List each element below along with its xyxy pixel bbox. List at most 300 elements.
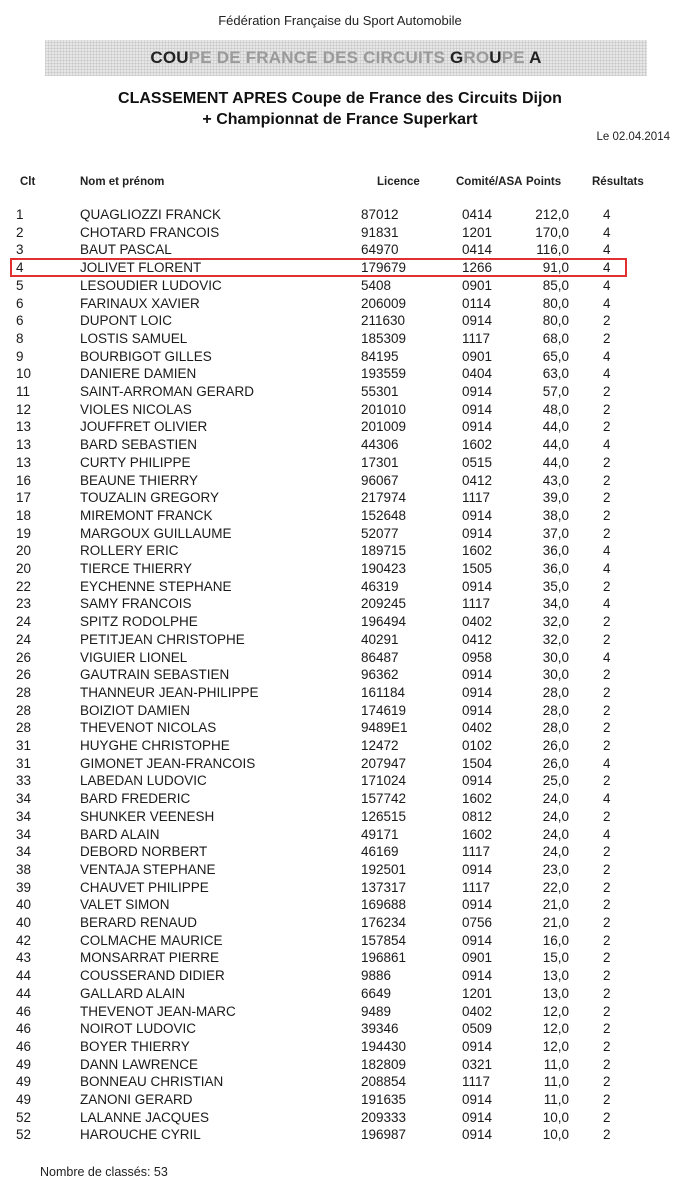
rank-cell: 34 bbox=[16, 844, 32, 860]
table-row bbox=[0, 719, 680, 737]
licence-cell: 189715 bbox=[361, 543, 407, 559]
licence-cell: 182809 bbox=[361, 1056, 407, 1072]
points-cell: 26,0 bbox=[542, 738, 569, 753]
results-cell: 4 bbox=[603, 348, 611, 364]
points-cell: 212,0 bbox=[535, 207, 569, 222]
licence-cell: 194430 bbox=[361, 1038, 407, 1054]
licence-cell: 46319 bbox=[361, 578, 399, 594]
table-row bbox=[0, 1038, 680, 1056]
name-cell: MARGOUX GUILLAUME bbox=[80, 525, 232, 541]
name-cell: BOIZIOT DAMIEN bbox=[80, 702, 191, 718]
comite-cell: 0412 bbox=[462, 472, 493, 488]
banner-segment: RO bbox=[463, 48, 490, 67]
comite-cell: 0414 bbox=[462, 242, 493, 258]
rank-cell: 13 bbox=[16, 454, 32, 470]
results-cell: 2 bbox=[603, 932, 611, 948]
rank-cell: 20 bbox=[16, 561, 32, 576]
table-row bbox=[0, 472, 680, 490]
points-cell: 16,0 bbox=[542, 932, 569, 948]
rank-cell: 39 bbox=[16, 879, 32, 895]
results-cell: 2 bbox=[603, 879, 611, 895]
licence-cell: 171024 bbox=[361, 773, 407, 789]
licence-cell: 91831 bbox=[361, 224, 399, 240]
rank-cell: 12 bbox=[16, 401, 32, 417]
rank-cell: 26 bbox=[16, 649, 32, 665]
rank-cell: 1 bbox=[16, 207, 24, 222]
comite-cell: 1201 bbox=[462, 985, 493, 1001]
results-cell: 2 bbox=[603, 490, 611, 506]
rank-cell: 10 bbox=[16, 366, 32, 382]
document-date: Le 02.04.2014 bbox=[596, 131, 670, 143]
table-row bbox=[0, 1020, 680, 1038]
points-cell: 85,0 bbox=[542, 277, 569, 293]
licence-cell: 96362 bbox=[361, 667, 399, 683]
name-cell: NOIROT LUDOVIC bbox=[80, 1021, 197, 1037]
column-header-comite: Comité/ASA bbox=[456, 176, 523, 188]
table-row bbox=[0, 560, 680, 578]
points-cell: 68,0 bbox=[542, 330, 569, 346]
results-cell: 4 bbox=[603, 207, 611, 222]
name-cell: LALANNE JACQUES bbox=[80, 1109, 210, 1125]
name-cell: BARD SEBASTIEN bbox=[80, 437, 198, 453]
points-cell: 30,0 bbox=[542, 667, 569, 683]
licence-cell: 191635 bbox=[361, 1092, 407, 1107]
comite-cell: 0914 bbox=[462, 525, 493, 541]
licence-cell: 9886 bbox=[361, 968, 392, 984]
comite-cell: 0914 bbox=[462, 419, 493, 435]
points-cell: 25,0 bbox=[542, 773, 569, 789]
points-cell: 44,0 bbox=[542, 437, 569, 453]
table-row bbox=[0, 1073, 680, 1091]
comite-cell: 0914 bbox=[462, 1127, 493, 1143]
comite-cell: 1117 bbox=[462, 844, 491, 860]
rank-cell: 31 bbox=[16, 755, 32, 771]
rank-cell: 46 bbox=[16, 1003, 32, 1019]
rank-cell: 52 bbox=[16, 1109, 32, 1125]
rank-cell: 18 bbox=[16, 507, 32, 523]
licence-cell: 46169 bbox=[361, 844, 399, 860]
points-cell: 48,0 bbox=[542, 401, 569, 417]
points-cell: 30,0 bbox=[542, 649, 569, 665]
name-cell: LESOUDIER LUDOVIC bbox=[80, 277, 222, 293]
comite-cell: 0914 bbox=[462, 578, 493, 594]
rank-cell: 6 bbox=[16, 295, 24, 311]
licence-cell: 40291 bbox=[361, 631, 399, 647]
highlighted-row-box bbox=[10, 258, 627, 277]
table-row bbox=[0, 1056, 680, 1074]
results-cell: 2 bbox=[603, 525, 611, 541]
name-cell: DANIERE DAMIEN bbox=[80, 366, 197, 382]
licence-cell: 217974 bbox=[361, 490, 407, 506]
comite-cell: 1266 bbox=[462, 260, 493, 276]
licence-cell: 209245 bbox=[361, 596, 407, 612]
points-cell: 12,0 bbox=[542, 1021, 569, 1037]
rank-cell: 13 bbox=[16, 419, 32, 435]
comite-cell: 1201 bbox=[462, 224, 493, 240]
points-cell: 24,0 bbox=[542, 808, 569, 824]
results-cell: 4 bbox=[603, 826, 611, 842]
rank-cell: 40 bbox=[16, 915, 32, 930]
comite-cell: 0914 bbox=[462, 1092, 493, 1107]
comite-cell: 0914 bbox=[462, 897, 493, 913]
points-cell: 35,0 bbox=[542, 578, 569, 594]
points-cell: 44,0 bbox=[542, 454, 569, 470]
points-cell: 21,0 bbox=[542, 915, 569, 930]
results-cell: 2 bbox=[603, 631, 611, 647]
banner-segment: COU bbox=[150, 48, 189, 67]
results-cell: 4 bbox=[603, 543, 611, 559]
results-cell: 4 bbox=[603, 277, 611, 293]
name-cell: BOURBIGOT GILLES bbox=[80, 348, 212, 364]
licence-cell: 96067 bbox=[361, 472, 399, 488]
rank-cell: 49 bbox=[16, 1056, 32, 1072]
table-row bbox=[0, 861, 680, 879]
licence-cell: 137317 bbox=[361, 879, 407, 895]
comite-cell: 0914 bbox=[462, 384, 493, 399]
results-cell: 4 bbox=[603, 295, 611, 311]
table-row bbox=[0, 418, 680, 436]
licence-cell: 12472 bbox=[361, 738, 399, 753]
rank-cell: 19 bbox=[16, 525, 32, 541]
points-cell: 24,0 bbox=[542, 791, 569, 807]
rank-cell: 24 bbox=[16, 631, 32, 647]
table-row bbox=[0, 542, 680, 560]
licence-cell: 87012 bbox=[361, 207, 399, 222]
results-cell: 2 bbox=[603, 614, 611, 630]
table-row bbox=[0, 525, 680, 543]
comite-cell: 0914 bbox=[462, 773, 493, 789]
licence-cell: 157854 bbox=[361, 932, 407, 948]
rank-cell: 44 bbox=[16, 968, 32, 984]
results-cell: 4 bbox=[603, 791, 611, 807]
rank-cell: 49 bbox=[16, 1074, 32, 1090]
licence-cell: 192501 bbox=[361, 861, 407, 877]
table-row bbox=[0, 489, 680, 507]
licence-cell: 201010 bbox=[361, 401, 407, 417]
document-title bbox=[0, 88, 680, 130]
comite-cell: 0914 bbox=[462, 667, 493, 683]
table-row bbox=[0, 772, 680, 790]
points-cell: 32,0 bbox=[542, 614, 569, 630]
name-cell: COLMACHE MAURICE bbox=[80, 932, 223, 948]
licence-cell: 9489E1 bbox=[361, 720, 408, 736]
licence-cell: 196494 bbox=[361, 614, 407, 630]
rank-cell: 28 bbox=[16, 720, 32, 736]
points-cell: 44,0 bbox=[542, 419, 569, 435]
points-cell: 28,0 bbox=[542, 684, 569, 700]
licence-cell: 9489 bbox=[361, 1003, 392, 1019]
rank-cell: 28 bbox=[16, 702, 32, 718]
licence-cell: 44306 bbox=[361, 437, 399, 453]
name-cell: VALET SIMON bbox=[80, 897, 170, 913]
table-row bbox=[0, 613, 680, 631]
results-cell: 2 bbox=[603, 915, 611, 930]
comite-cell: 0402 bbox=[462, 720, 493, 736]
table-row bbox=[0, 401, 680, 419]
results-cell: 4 bbox=[603, 437, 611, 453]
licence-cell: 196987 bbox=[361, 1127, 407, 1143]
column-header-name: Nom et prénom bbox=[80, 176, 165, 188]
table-row bbox=[0, 843, 680, 861]
comite-cell: 0914 bbox=[462, 932, 493, 948]
points-cell: 12,0 bbox=[542, 1038, 569, 1054]
licence-cell: 208854 bbox=[361, 1074, 407, 1090]
comite-cell: 0914 bbox=[462, 507, 493, 523]
table-row bbox=[0, 808, 680, 826]
name-cell: EYCHENNE STEPHANE bbox=[80, 578, 232, 594]
title-line-1: CLASSEMENT APRES Coupe de France des Circuits Dijon bbox=[118, 90, 562, 107]
points-cell: 36,0 bbox=[542, 543, 569, 559]
results-cell: 4 bbox=[603, 260, 611, 276]
results-cell: 2 bbox=[603, 702, 611, 718]
results-cell: 2 bbox=[603, 419, 611, 435]
rank-cell: 44 bbox=[16, 985, 32, 1001]
licence-cell: 206009 bbox=[361, 295, 407, 311]
results-cell: 2 bbox=[603, 667, 611, 683]
results-cell: 4 bbox=[603, 366, 611, 382]
points-cell: 11,0 bbox=[543, 1056, 569, 1072]
results-cell: 2 bbox=[603, 1003, 611, 1019]
name-cell: DUPONT LOIC bbox=[80, 313, 173, 329]
licence-cell: 39346 bbox=[361, 1021, 399, 1037]
comite-cell: 1117 bbox=[462, 330, 491, 346]
comite-cell: 0958 bbox=[462, 649, 493, 665]
results-cell: 2 bbox=[603, 454, 611, 470]
banner-segment: PE DE FRANCE DES CIRCUITS bbox=[188, 48, 450, 67]
comite-cell: 1602 bbox=[462, 543, 493, 559]
comite-cell: 1504 bbox=[462, 755, 493, 771]
results-cell: 2 bbox=[603, 330, 611, 346]
rank-cell: 28 bbox=[16, 684, 32, 700]
points-cell: 32,0 bbox=[542, 631, 569, 647]
name-cell: VIGUIER LIONEL bbox=[80, 649, 188, 665]
results-cell: 2 bbox=[603, 720, 611, 736]
points-cell: 28,0 bbox=[542, 702, 569, 718]
rank-cell: 2 bbox=[16, 224, 24, 240]
results-cell: 4 bbox=[603, 561, 611, 576]
name-cell: THANNEUR JEAN-PHILIPPE bbox=[80, 684, 259, 700]
points-cell: 11,0 bbox=[543, 1092, 569, 1107]
points-cell: 11,0 bbox=[543, 1074, 569, 1090]
results-cell: 2 bbox=[603, 950, 611, 966]
rank-cell: 43 bbox=[16, 950, 32, 966]
licence-cell: 86487 bbox=[361, 649, 399, 665]
name-cell: COUSSERAND DIDIER bbox=[80, 968, 225, 984]
licence-cell: 52077 bbox=[361, 525, 399, 541]
results-cell: 2 bbox=[603, 808, 611, 824]
licence-cell: 201009 bbox=[361, 419, 407, 435]
comite-cell: 0812 bbox=[462, 808, 493, 824]
name-cell: MONSARRAT PIERRE bbox=[80, 950, 220, 966]
points-cell: 39,0 bbox=[542, 490, 569, 506]
table-row bbox=[0, 790, 680, 808]
table-row bbox=[0, 507, 680, 525]
licence-cell: 174619 bbox=[361, 702, 407, 718]
comite-cell: 0914 bbox=[462, 861, 493, 877]
name-cell: MIREMONT FRANCK bbox=[80, 507, 213, 523]
name-cell: TOUZALIN GREGORY bbox=[80, 490, 220, 506]
column-header-licence: Licence bbox=[377, 176, 420, 188]
name-cell: VIOLES NICOLAS bbox=[80, 401, 192, 417]
table-row bbox=[0, 578, 680, 596]
rank-cell: 9 bbox=[16, 348, 24, 364]
licence-cell: 207947 bbox=[361, 755, 407, 771]
comite-cell: 0914 bbox=[462, 401, 493, 417]
licence-cell: 17301 bbox=[361, 454, 399, 470]
name-cell: BONNEAU CHRISTIAN bbox=[80, 1074, 224, 1090]
points-cell: 10,0 bbox=[542, 1127, 569, 1143]
name-cell: GIMONET JEAN-FRANCOIS bbox=[80, 755, 256, 771]
rank-cell: 16 bbox=[16, 472, 32, 488]
table-row bbox=[0, 454, 680, 472]
name-cell: BARD ALAIN bbox=[80, 826, 160, 842]
table-row bbox=[0, 1109, 680, 1127]
competition-banner-text bbox=[45, 48, 647, 68]
points-cell: 91,0 bbox=[542, 260, 569, 276]
results-cell: 4 bbox=[603, 755, 611, 771]
comite-cell: 0914 bbox=[462, 684, 493, 700]
licence-cell: 152648 bbox=[361, 507, 407, 523]
name-cell: VENTAJA STEPHANE bbox=[80, 861, 216, 877]
rank-cell: 46 bbox=[16, 1021, 32, 1037]
rank-cell: 8 bbox=[16, 330, 24, 346]
results-cell: 2 bbox=[603, 1109, 611, 1125]
comite-cell: 1602 bbox=[462, 826, 493, 842]
results-cell: 2 bbox=[603, 1038, 611, 1054]
table-row bbox=[0, 985, 680, 1003]
name-cell: GAUTRAIN SEBASTIEN bbox=[80, 667, 230, 683]
table-row bbox=[0, 684, 680, 702]
column-header-clt: Clt bbox=[20, 176, 36, 188]
name-cell: JOUFFRET OLIVIER bbox=[80, 419, 208, 435]
licence-cell: 6649 bbox=[361, 985, 392, 1001]
comite-cell: 0914 bbox=[462, 313, 493, 329]
licence-cell: 49171 bbox=[361, 826, 399, 842]
points-cell: 116,0 bbox=[536, 242, 569, 258]
comite-cell: 0914 bbox=[462, 1038, 493, 1054]
comite-cell: 0509 bbox=[462, 1021, 493, 1037]
comite-cell: 1602 bbox=[462, 437, 493, 453]
rank-cell: 49 bbox=[16, 1092, 32, 1107]
points-cell: 43,0 bbox=[542, 472, 569, 488]
comite-cell: 0756 bbox=[462, 915, 493, 930]
points-cell: 36,0 bbox=[542, 561, 569, 576]
licence-cell: 64970 bbox=[361, 242, 399, 258]
points-cell: 57,0 bbox=[542, 384, 569, 399]
name-cell: FARINAUX XAVIER bbox=[80, 295, 200, 311]
licence-cell: 190423 bbox=[361, 561, 407, 576]
points-cell: 15,0 bbox=[542, 950, 569, 966]
table-row bbox=[0, 277, 680, 295]
name-cell: GALLARD ALAIN bbox=[80, 985, 186, 1001]
comite-cell: 1117 bbox=[462, 596, 491, 612]
rank-cell: 3 bbox=[16, 242, 24, 258]
results-cell: 2 bbox=[603, 401, 611, 417]
points-cell: 13,0 bbox=[542, 985, 569, 1001]
rank-cell: 33 bbox=[16, 773, 32, 789]
points-cell: 10,0 bbox=[542, 1109, 569, 1125]
licence-cell: 209333 bbox=[361, 1109, 407, 1125]
results-cell: 2 bbox=[603, 1092, 611, 1107]
name-cell: SHUNKER VEENESH bbox=[80, 808, 215, 824]
name-cell: HUYGHE CHRISTOPHE bbox=[80, 738, 230, 753]
rank-cell: 22 bbox=[16, 578, 32, 594]
banner-segment: A bbox=[529, 48, 542, 67]
licence-cell: 211630 bbox=[361, 313, 406, 329]
results-cell: 2 bbox=[603, 1074, 611, 1090]
results-cell: 2 bbox=[603, 684, 611, 700]
comite-cell: 0901 bbox=[462, 950, 493, 966]
results-cell: 2 bbox=[603, 1127, 611, 1143]
table-row bbox=[0, 896, 680, 914]
table-row bbox=[0, 755, 680, 773]
rank-cell: 34 bbox=[16, 808, 32, 824]
name-cell: SAINT-ARROMAN GERARD bbox=[80, 384, 255, 399]
points-cell: 80,0 bbox=[542, 295, 569, 311]
table-row bbox=[0, 631, 680, 649]
table-row bbox=[0, 383, 680, 401]
results-cell: 2 bbox=[603, 985, 611, 1001]
comite-cell: 0901 bbox=[462, 277, 493, 293]
name-cell: CHOTARD FRANCOIS bbox=[80, 224, 220, 240]
table-row bbox=[0, 330, 680, 348]
table-row bbox=[0, 737, 680, 755]
table-row bbox=[0, 1003, 680, 1021]
results-cell: 2 bbox=[603, 384, 611, 399]
results-cell: 2 bbox=[603, 844, 611, 860]
name-cell: PETITJEAN CHRISTOPHE bbox=[80, 631, 245, 647]
table-row bbox=[0, 348, 680, 366]
name-cell: CURTY PHILIPPE bbox=[80, 454, 191, 470]
licence-cell: 84195 bbox=[361, 348, 399, 364]
comite-cell: 0412 bbox=[462, 631, 493, 647]
rank-cell: 52 bbox=[16, 1127, 32, 1143]
points-cell: 34,0 bbox=[542, 596, 569, 612]
competition-banner bbox=[45, 40, 647, 76]
column-header-resultats: Résultats bbox=[592, 176, 644, 188]
rank-cell: 31 bbox=[16, 738, 32, 753]
comite-cell: 1602 bbox=[462, 791, 493, 807]
results-cell: 2 bbox=[603, 968, 611, 984]
name-cell: HAROUCHE CYRIL bbox=[80, 1127, 201, 1143]
points-cell: 21,0 bbox=[542, 897, 569, 913]
licence-cell: 169688 bbox=[361, 897, 407, 913]
licence-cell: 185309 bbox=[361, 330, 407, 346]
comite-cell: 1117 bbox=[462, 490, 491, 506]
table-row bbox=[0, 312, 680, 330]
points-cell: 37,0 bbox=[542, 525, 569, 541]
classified-count: Nombre de classés: 53 bbox=[40, 1165, 168, 1179]
rank-cell: 13 bbox=[16, 437, 32, 453]
licence-cell: 157742 bbox=[361, 791, 407, 807]
comite-cell: 0321 bbox=[462, 1056, 493, 1072]
organization-name: Fédération Française du Sport Automobile bbox=[218, 13, 462, 28]
comite-cell: 0114 bbox=[462, 295, 492, 311]
name-cell: BAUT PASCAL bbox=[80, 242, 172, 258]
rank-cell: 5 bbox=[16, 277, 24, 293]
name-cell: CHAUVET PHILIPPE bbox=[80, 879, 209, 895]
table-row bbox=[0, 224, 680, 242]
table-row bbox=[0, 649, 680, 667]
points-cell: 38,0 bbox=[542, 507, 569, 523]
table-row bbox=[0, 241, 680, 259]
results-cell: 2 bbox=[603, 897, 611, 913]
name-cell: BARD FREDERIC bbox=[80, 791, 191, 807]
points-cell: 12,0 bbox=[542, 1003, 569, 1019]
rank-cell: 46 bbox=[16, 1038, 32, 1054]
results-cell: 2 bbox=[603, 1056, 611, 1072]
rank-cell: 34 bbox=[16, 791, 32, 807]
